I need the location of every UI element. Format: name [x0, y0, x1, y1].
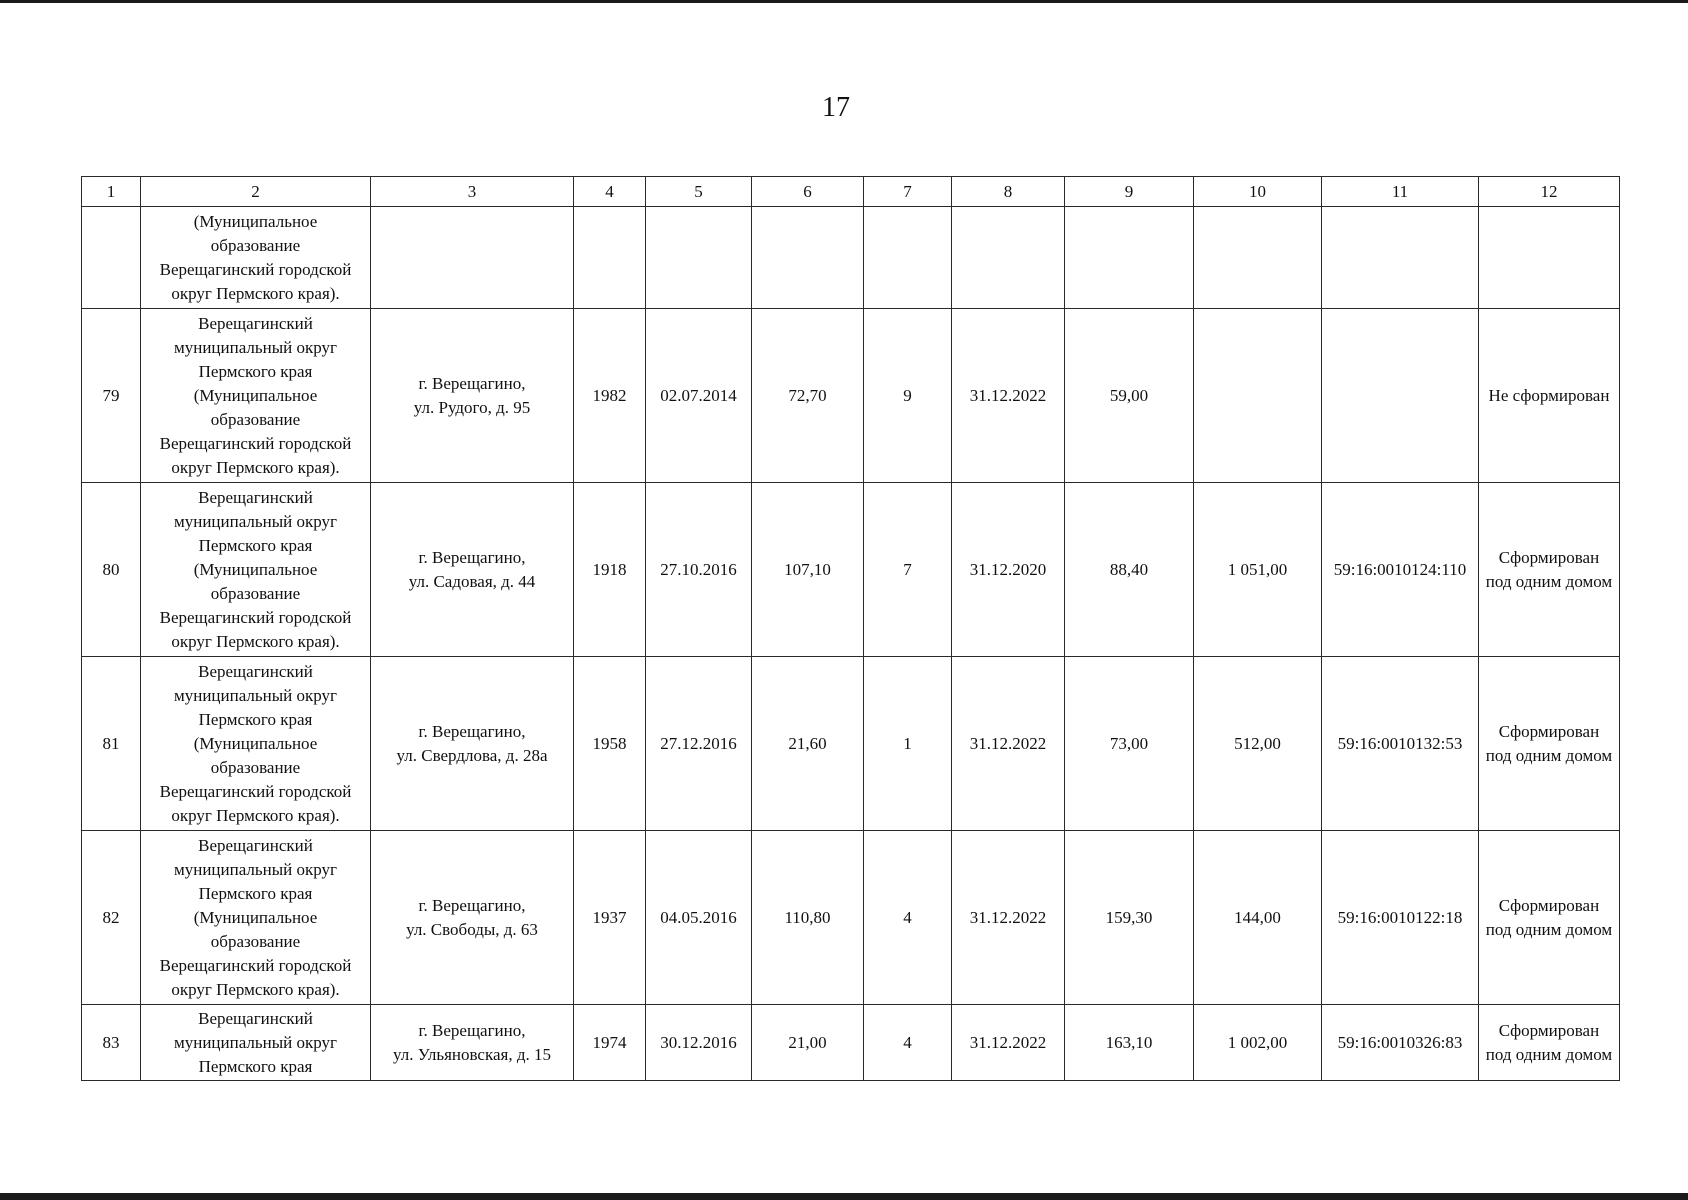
cell-address — [371, 483, 574, 657]
cell-deadline: 31.12.2022 — [952, 657, 1065, 831]
cell-cadastral — [1322, 309, 1479, 483]
owner-line: Пермского края — [198, 1056, 313, 1076]
cell-area: 110,80 — [752, 831, 864, 1005]
column-header: 2 — [141, 177, 371, 207]
address-line: г. Верещагино, — [418, 1020, 526, 1040]
address-line: г. Верещагино, — [418, 547, 526, 567]
cell-area: 21,00 — [752, 1005, 864, 1081]
owner-line: образование — [210, 931, 301, 951]
column-header: 9 — [1065, 177, 1194, 207]
owner-line: муниципальный округ — [173, 511, 338, 531]
owner-line: муниципальный округ — [173, 859, 338, 879]
cell-col10: 144,00 — [1194, 831, 1322, 1005]
cell-residents: 9 — [864, 309, 952, 483]
owner-line: округ Пермского края). — [171, 631, 340, 651]
owner-line: (Муниципальное — [193, 733, 318, 753]
cell-area: 21,60 — [752, 657, 864, 831]
cell-date: 02.07.2014 — [646, 309, 752, 483]
owner-line: образование — [210, 235, 301, 255]
scan-top-edge — [0, 0, 1688, 3]
address-line: г. Верещагино, — [418, 895, 526, 915]
owner-line: округ Пермского края). — [171, 805, 340, 825]
cell-col9: 73,00 — [1065, 657, 1194, 831]
cell-deadline: 31.12.2022 — [952, 1005, 1065, 1081]
table-row — [82, 657, 1620, 831]
owner-line: Пермского края — [198, 883, 313, 903]
cell-date: 27.12.2016 — [646, 657, 752, 831]
table-body — [82, 207, 1620, 1081]
cell-owner — [141, 1005, 371, 1081]
column-header: 7 — [864, 177, 952, 207]
column-number-row — [82, 177, 1620, 207]
owner-line: Верещагинский — [198, 835, 313, 855]
address-line: г. Верещагино, — [418, 373, 526, 393]
status-line: Не сформирован — [1488, 385, 1610, 405]
owner-line: округ Пермского края). — [171, 457, 340, 477]
owner-line: Пермского края — [198, 361, 313, 381]
cell-col10 — [1194, 309, 1322, 483]
cell-deadline: 31.12.2022 — [952, 309, 1065, 483]
cell-date — [646, 207, 752, 309]
cell-year: 1982 — [574, 309, 646, 483]
address-line: ул. Садовая, д. 44 — [408, 571, 536, 591]
cell-year: 1918 — [574, 483, 646, 657]
table-row-continuation — [82, 207, 1620, 309]
cell-area — [752, 207, 864, 309]
address-line: ул. Ульяновская, д. 15 — [393, 1044, 551, 1064]
cell-col10: 1 002,00 — [1194, 1005, 1322, 1081]
status-line: под одним домом — [1485, 571, 1613, 591]
owner-line: Верещагинский — [198, 661, 313, 681]
cell-cadastral — [1322, 207, 1479, 309]
cell-no: 83 — [82, 1005, 141, 1081]
cell-year: 1974 — [574, 1005, 646, 1081]
column-header: 11 — [1322, 177, 1479, 207]
cell-deadline: 31.12.2022 — [952, 831, 1065, 1005]
cell-status — [1479, 207, 1620, 309]
cell-deadline: 31.12.2020 — [952, 483, 1065, 657]
cell-col10: 512,00 — [1194, 657, 1322, 831]
cell-no: 79 — [82, 309, 141, 483]
column-header: 1 — [82, 177, 141, 207]
cell-address — [371, 207, 574, 309]
owner-line: образование — [210, 409, 301, 429]
cell-owner — [141, 831, 371, 1005]
table-row — [82, 1005, 1620, 1081]
cell-cadastral: 59:16:0010124:110 — [1322, 483, 1479, 657]
owner-line: Верещагинский городской — [159, 781, 352, 801]
cell-residents: 1 — [864, 657, 952, 831]
owner-line: Верещагинский — [198, 487, 313, 507]
cell-col9 — [1065, 207, 1194, 309]
status-line: Сформирован — [1498, 1020, 1600, 1040]
cell-col10: 1 051,00 — [1194, 483, 1322, 657]
owner-line: округ Пермского края). — [171, 979, 340, 999]
cell-residents: 4 — [864, 831, 952, 1005]
cell-owner — [141, 657, 371, 831]
cell-residents — [864, 207, 952, 309]
cell-col9: 88,40 — [1065, 483, 1194, 657]
column-header: 6 — [752, 177, 864, 207]
owner-line: муниципальный округ — [173, 685, 338, 705]
table-row — [82, 309, 1620, 483]
owner-line: Верещагинский — [198, 1008, 313, 1028]
owner-line: Пермского края — [198, 709, 313, 729]
cell-deadline — [952, 207, 1065, 309]
table-row — [82, 483, 1620, 657]
column-header: 10 — [1194, 177, 1322, 207]
owner-line: Верещагинский городской — [159, 955, 352, 975]
owner-line: Верещагинский — [198, 313, 313, 333]
cell-no: 80 — [82, 483, 141, 657]
cell-col9: 163,10 — [1065, 1005, 1194, 1081]
column-header: 5 — [646, 177, 752, 207]
scan-bottom-edge — [0, 1193, 1688, 1200]
address-line: ул. Рудого, д. 95 — [413, 397, 531, 417]
cell-area: 107,10 — [752, 483, 864, 657]
cell-no: 81 — [82, 657, 141, 831]
cell-year — [574, 207, 646, 309]
cell-residents: 4 — [864, 1005, 952, 1081]
page-number: 17 — [822, 92, 850, 123]
status-line: под одним домом — [1485, 1044, 1613, 1064]
owner-line: муниципальный округ — [173, 1032, 338, 1052]
cell-area: 72,70 — [752, 309, 864, 483]
cell-no — [82, 207, 141, 309]
cell-status — [1479, 483, 1620, 657]
owner-line: образование — [210, 583, 301, 603]
cell-status — [1479, 657, 1620, 831]
column-header: 12 — [1479, 177, 1620, 207]
owner-line: Верещагинский городской — [159, 607, 352, 627]
status-line: Сформирован — [1498, 895, 1600, 915]
status-line: под одним домом — [1485, 919, 1613, 939]
cell-no: 82 — [82, 831, 141, 1005]
owner-line: (Муниципальное — [193, 211, 318, 231]
owner-line: муниципальный округ — [173, 337, 338, 357]
column-header: 4 — [574, 177, 646, 207]
cell-col9: 159,30 — [1065, 831, 1194, 1005]
cell-status — [1479, 831, 1620, 1005]
column-header: 8 — [952, 177, 1065, 207]
cell-year: 1958 — [574, 657, 646, 831]
cell-date: 27.10.2016 — [646, 483, 752, 657]
cell-cadastral: 59:16:0010122:18 — [1322, 831, 1479, 1005]
address-line: ул. Свердлова, д. 28а — [396, 745, 548, 765]
owner-line: (Муниципальное — [193, 559, 318, 579]
cell-cadastral: 59:16:0010132:53 — [1322, 657, 1479, 831]
owner-line: образование — [210, 757, 301, 777]
cell-cadastral: 59:16:0010326:83 — [1322, 1005, 1479, 1081]
cell-year: 1937 — [574, 831, 646, 1005]
owner-line: Верещагинский городской — [159, 433, 352, 453]
table-row — [82, 831, 1620, 1005]
cell-address — [371, 1005, 574, 1081]
owner-line: округ Пермского края). — [171, 283, 340, 303]
cell-status — [1479, 1005, 1620, 1081]
owner-line: (Муниципальное — [193, 907, 318, 927]
column-header: 3 — [371, 177, 574, 207]
status-line: Сформирован — [1498, 547, 1600, 567]
cell-address — [371, 831, 574, 1005]
register-table — [81, 176, 1620, 1081]
cell-owner — [141, 483, 371, 657]
status-line: Сформирован — [1498, 721, 1600, 741]
address-line: г. Верещагино, — [418, 721, 526, 741]
cell-address — [371, 309, 574, 483]
cell-date: 04.05.2016 — [646, 831, 752, 1005]
cell-owner — [141, 207, 371, 309]
cell-owner — [141, 309, 371, 483]
owner-line: (Муниципальное — [193, 385, 318, 405]
cell-date: 30.12.2016 — [646, 1005, 752, 1081]
cell-address — [371, 657, 574, 831]
cell-col9: 59,00 — [1065, 309, 1194, 483]
cell-residents: 7 — [864, 483, 952, 657]
status-line: под одним домом — [1485, 745, 1613, 765]
cell-col10 — [1194, 207, 1322, 309]
address-line: ул. Свободы, д. 63 — [406, 919, 538, 939]
cell-status — [1479, 309, 1620, 483]
owner-line: Пермского края — [198, 535, 313, 555]
owner-line: Верещагинский городской — [159, 259, 352, 279]
